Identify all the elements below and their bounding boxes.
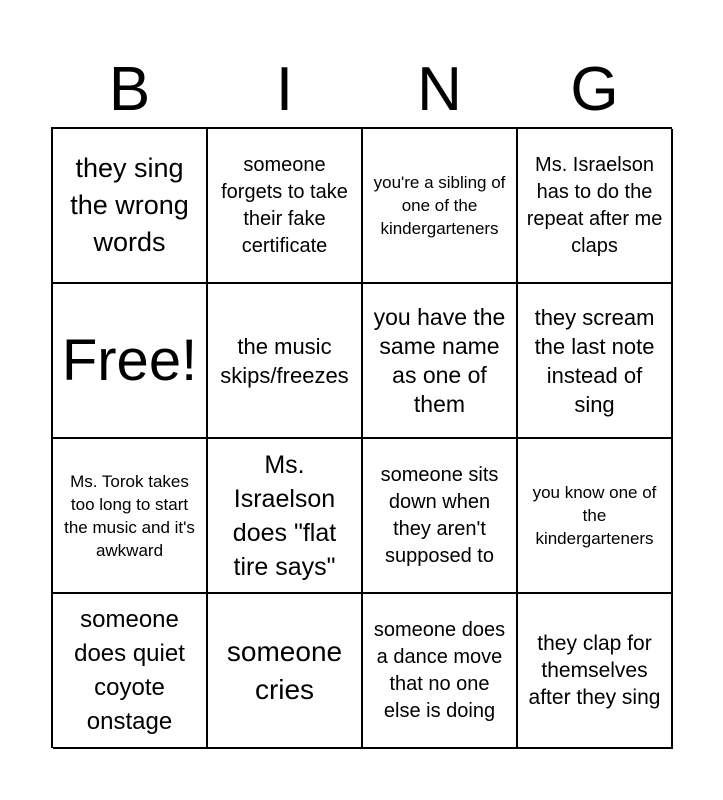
cell-text: they scream the last note instead of sing [534, 304, 655, 417]
cell-text: someone does quiet coyote onstage [74, 605, 185, 735]
bingo-cell[interactable] [518, 129, 673, 284]
bingo-cell[interactable] [208, 439, 363, 594]
bingo-cell[interactable] [53, 594, 208, 749]
bingo-header [52, 52, 672, 128]
cell-text: you know one of the kindergarteners [532, 483, 657, 548]
bingo-cell[interactable] [53, 129, 208, 284]
bingo-cell[interactable] [208, 594, 363, 749]
bingo-cell[interactable] [363, 439, 518, 594]
bingo-cell[interactable] [518, 284, 673, 439]
cell-text: you have the same name as one of them [373, 303, 506, 417]
bingo-cell[interactable] [363, 129, 518, 284]
cell-text: they sing the wrong words [70, 153, 189, 257]
cell-text: they clap for themselves after they sing [528, 632, 661, 709]
cell-text: the music skips/freezes [220, 333, 349, 388]
cell-text: someone does a dance move that no one else is doing [373, 618, 506, 722]
cell-text: someone sits down when they aren't supposed to [380, 463, 499, 567]
cell-text: Ms. Israelson does "flat tire says" [232, 450, 337, 581]
bingo-cell[interactable] [208, 284, 363, 439]
cell-text: someone cries [226, 635, 343, 705]
cell-text: Free! [61, 327, 198, 393]
header-letter-g: G [570, 55, 619, 124]
bingo-cell[interactable] [363, 284, 518, 439]
bingo-cell[interactable] [518, 439, 673, 594]
bingo-cell[interactable] [53, 439, 208, 594]
header-letter-b: B [108, 55, 151, 124]
header-letter-n: N [417, 55, 462, 124]
bingo-cell[interactable] [518, 594, 673, 749]
cell-text: Ms. Torok takes too long to start the music and it's awkward [64, 471, 195, 560]
free-space-cell[interactable] [53, 284, 208, 439]
bingo-grid [51, 127, 672, 748]
cell-text: Ms. Israelson has to do the repeat after me claps [526, 153, 663, 257]
bingo-cell[interactable] [208, 129, 363, 284]
cell-text: you're a sibling of one of the kindergarteners [373, 173, 506, 238]
bingo-cell[interactable] [363, 594, 518, 749]
cell-text: someone forgets to take their fake certificate [221, 153, 348, 257]
header-letter-i: I [275, 55, 294, 124]
